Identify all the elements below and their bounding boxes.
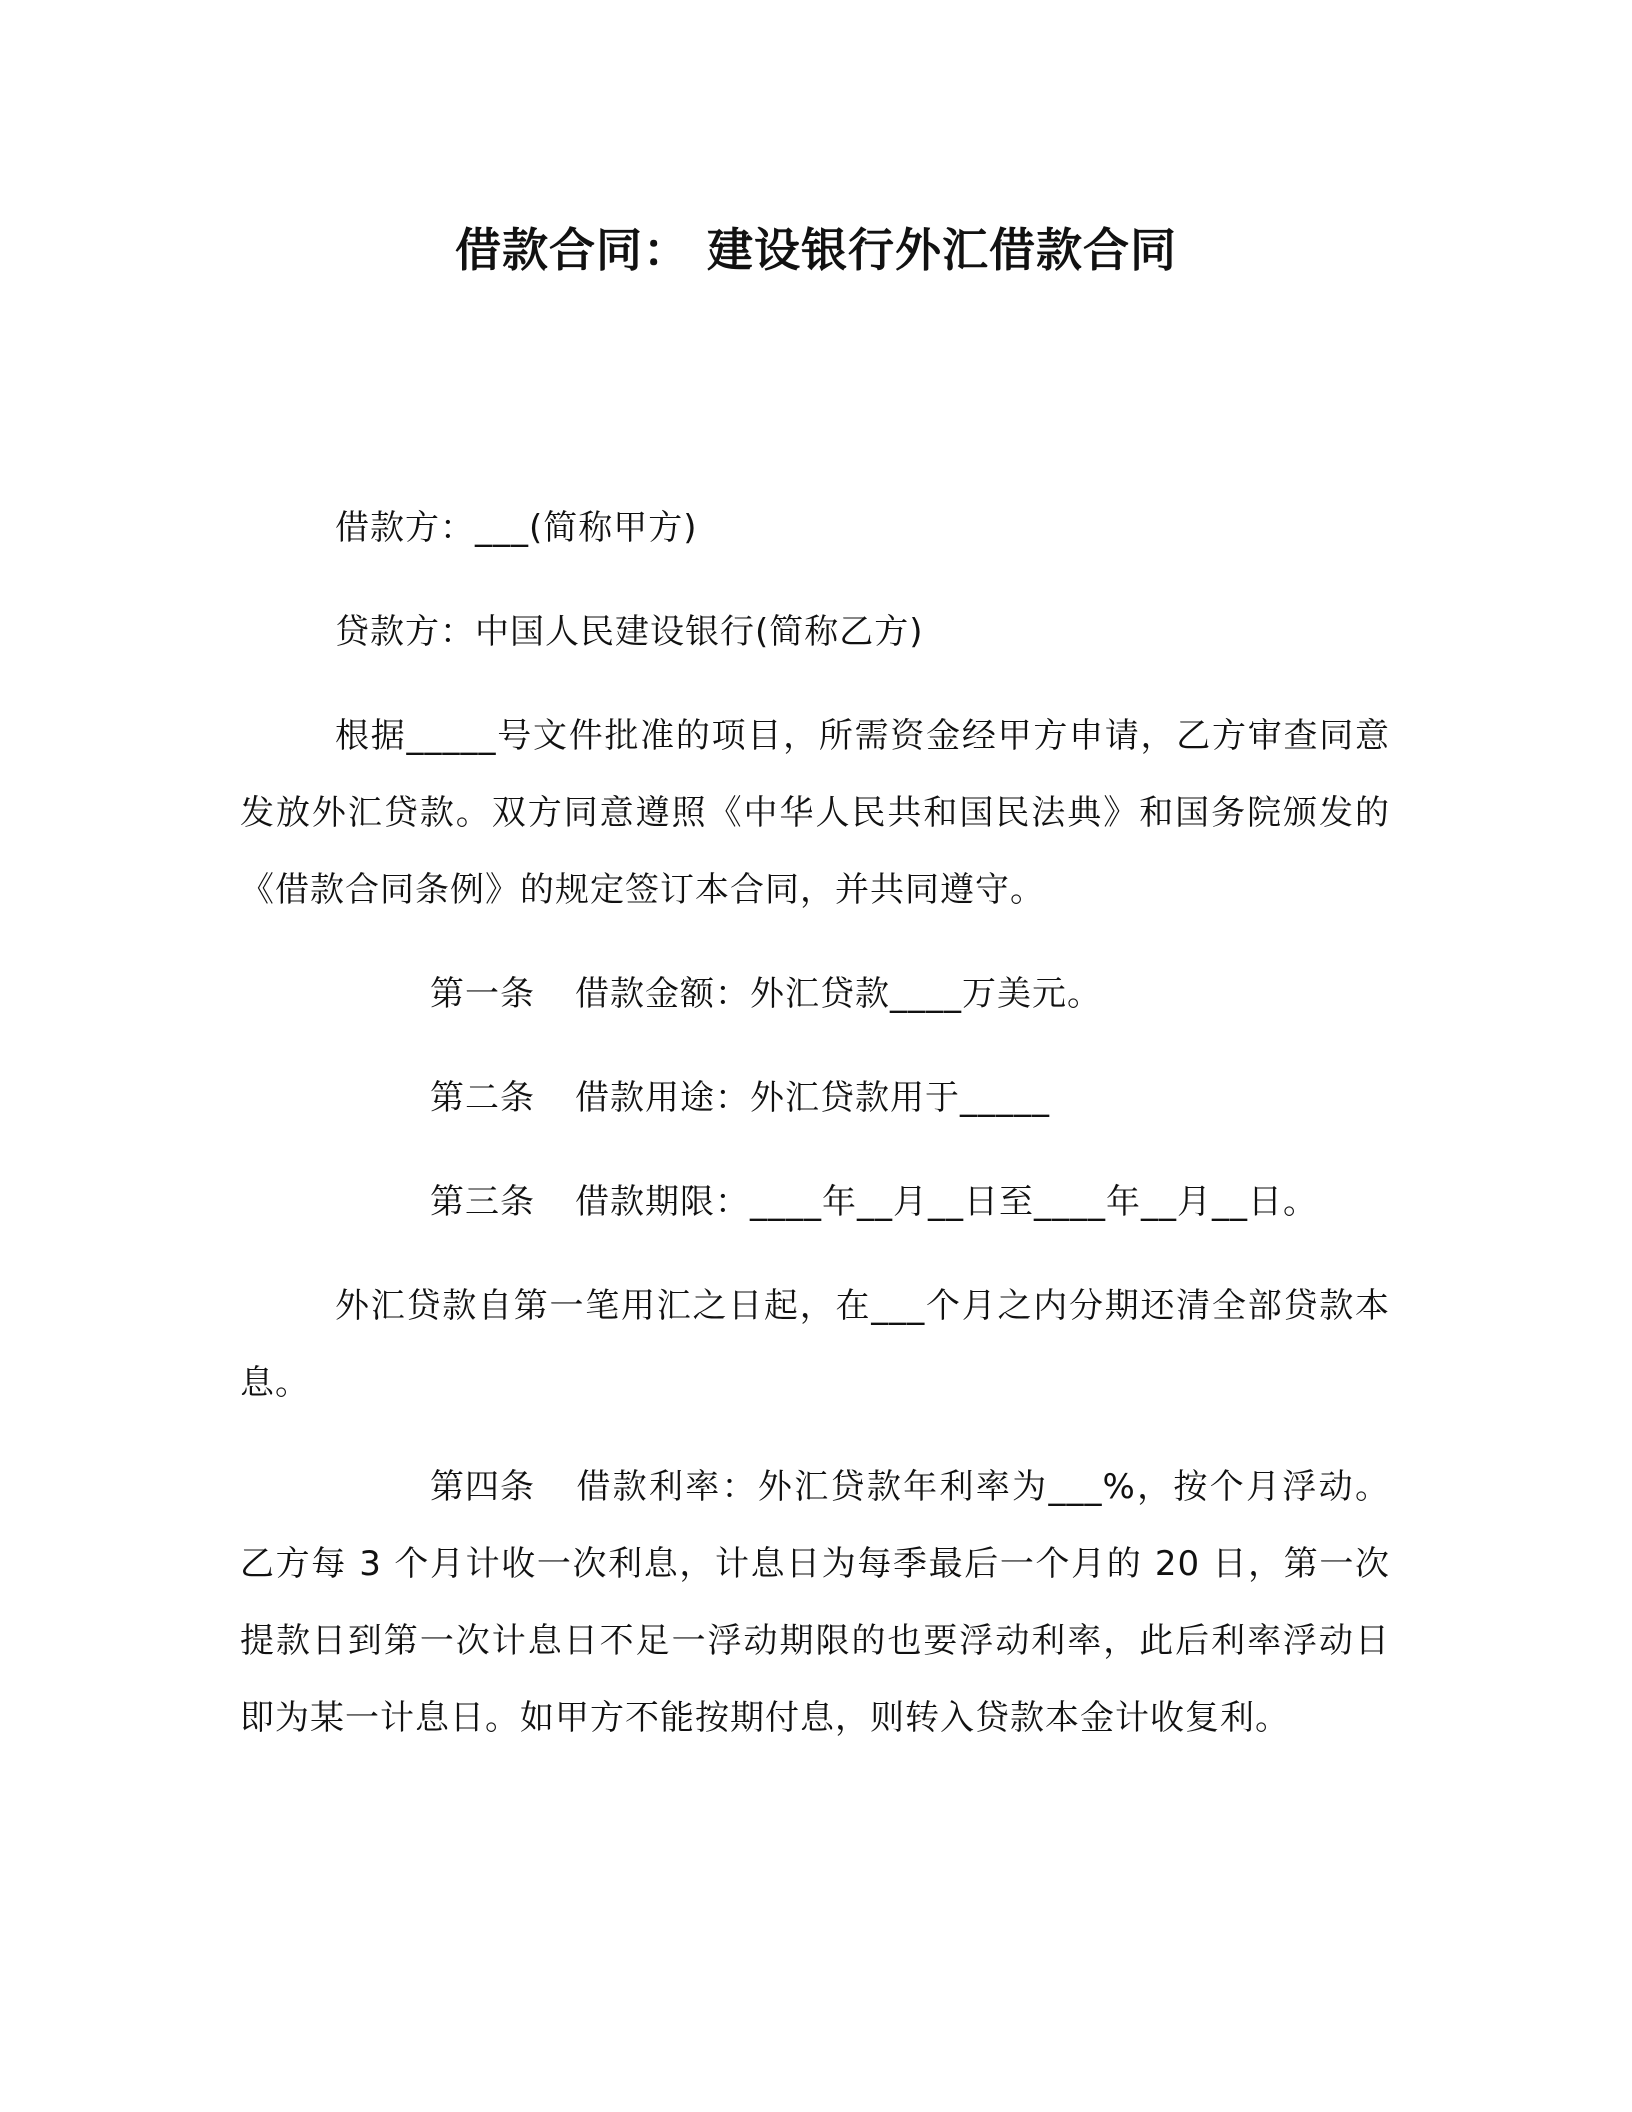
article-3-number: 第三条 xyxy=(430,1182,535,1222)
lender-line: 贷款方：中国人民建设银行(简称乙方) xyxy=(335,612,924,652)
document-title: 借款合同： 建设银行外汇借款合同 xyxy=(454,223,1177,277)
article-4 xyxy=(240,1449,1390,1757)
article-1 xyxy=(240,956,1390,1033)
borrower-line: 借款方：___(简称甲方) xyxy=(335,508,698,548)
article-4-text: 借款利率：外汇贷款年利率为___%，按个月浮动。乙方每 3 个月计收一次利息，计息日为每季最后一个月的 20 日，第一次提款日到第一次计息日不足一浮动期限的也要浮动利率，此后利率浮动日即为某一计息日。如甲方不能按期付息，则转入贷款本金计收复利。 xyxy=(240,1467,1390,1738)
repayment-paragraph: 外汇贷款自第一笔用汇之日起，在___个月之内分期还清全部贷款本息。 xyxy=(240,1286,1390,1403)
article-4-number: 第四条 xyxy=(430,1467,535,1507)
article-1-text: 借款金额：外汇贷款____万美元。 xyxy=(575,974,1102,1014)
article-2-number: 第二条 xyxy=(430,1078,535,1118)
intro-paragraph: 根据_____号文件批准的项目，所需资金经甲方申请，乙方审查同意发放外汇贷款。双方同意遵照《中华人民共和国民法典》和国务院颁发的《借款合同条例》的规定签订本合同，并共同遵守。 xyxy=(240,716,1390,910)
article-2-text: 借款用途：外汇贷款用于_____ xyxy=(575,1078,1050,1118)
article-1-number: 第一条 xyxy=(430,974,535,1014)
article-3 xyxy=(240,1164,1390,1241)
article-2 xyxy=(240,1060,1390,1137)
document-body xyxy=(240,490,1390,1784)
article-3-text: 借款期限：____年__月__日至____年__月__日。 xyxy=(575,1182,1318,1222)
